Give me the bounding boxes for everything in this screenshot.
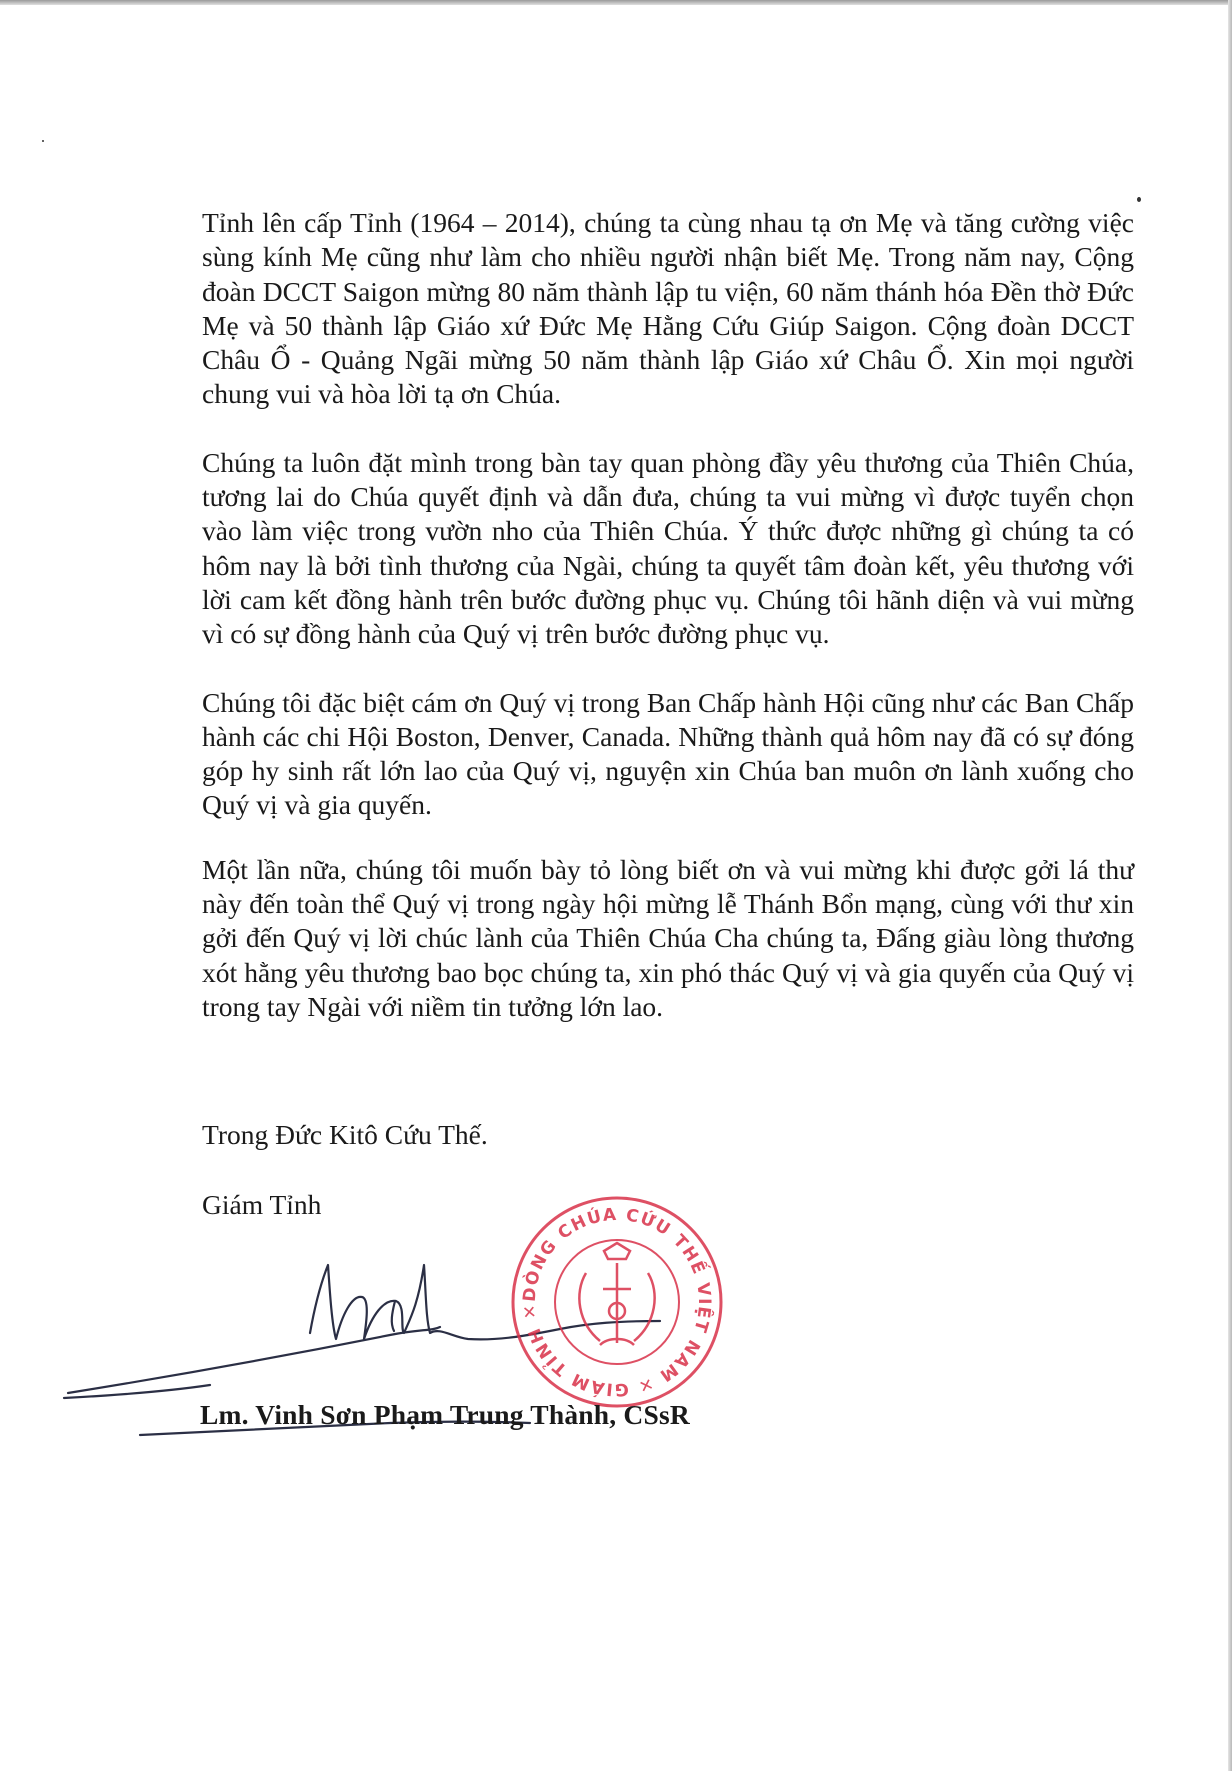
official-seal-stamp	[508, 1193, 726, 1411]
scan-speck	[1137, 197, 1141, 202]
letter-body	[202, 206, 1134, 1024]
scan-edge-right	[1228, 0, 1232, 1771]
paragraph-3: Chúng tôi đặc biệt cám ơn Quý vị trong Ban Chấp hành Hội cũng như các Ban Chấp hành các chi Hội Boston, Denver, Canada. Những thành quả hôm nay đã có sự đóng góp hy sinh rất lớn lao của Quý vị, nguyện xin Chúa ban muôn ơn lành xuống cho Quý vị và gia quyến.	[202, 686, 1134, 821]
closing-line: Trong Đức Kitô Cứu Thế.	[202, 1119, 488, 1150]
signer-name: Lm. Vinh Sơn Phạm Trung Thành, CSsR	[200, 1399, 690, 1430]
paragraph-4: Một lần nữa, chúng tôi muốn bày tỏ lòng biết ơn và vui mừng khi được gởi lá thư này đến toàn thể Quý vị trong ngày hội mừng lễ Thánh Bổn mạng, cùng với thư xin gởi đến Quý vị lời chúc lành của Thiên Chúa Cha chúng ta, Đấng giàu lòng thương xót hằng yêu thương bao bọc chúng ta, xin phó thác Quý vị và gia quyến của Quý vị trong tay Ngài với niềm tin tưởng lớn lao.	[202, 853, 1134, 1022]
paragraph-2: Chúng ta luôn đặt mình trong bàn tay quan phòng đầy yêu thương của Thiên Chúa, tương lai do Chúa quyết định và dẫn đưa, chúng ta vui mừng vì được tuyển chọn vào làm việc trong vườn nho của Thiên Chúa. Ý thức được những gì chúng ta có hôm nay là bởi tình thương của Ngài, chúng ta quyết tâm đoàn kết, yêu thương với lời cam kết đồng hành trên bước đường phục vụ. Chúng tôi hãnh diện và vui mừng vì có sự đồng hành của Quý vị trên bước đường phục vụ.	[202, 446, 1134, 650]
scan-speck	[42, 140, 44, 142]
scan-edge-top	[0, 0, 1232, 5]
signer-title: Giám Tỉnh	[202, 1189, 322, 1220]
paragraph-1: Tỉnh lên cấp Tỉnh (1964 – 2014), chúng ta cùng nhau tạ ơn Mẹ và tăng cường việc sùng kính Mẹ cũng như làm cho nhiều người nhận biết Mẹ. Trong năm nay, Cộng đoàn DCCT Saigon mừng 80 năm thành lập tu viện, 60 năm thánh hóa Đền thờ Đức Mẹ và 50 thành lập Giáo xứ Đức Mẹ Hằng Cứu Giúp Saigon. Cộng đoàn DCCT Châu Ổ - Quảng Ngãi mừng 50 năm thành lập Giáo xứ Châu Ổ. Xin mọi người chung vui và hòa lời tạ ơn Chúa.	[202, 207, 1134, 410]
seal-emblem	[579, 1243, 654, 1345]
seal-text: DÒNG CHÚA CỨU THẾ VIỆT NAM ✕ GIÁM TỈNH ✕	[519, 1204, 715, 1400]
